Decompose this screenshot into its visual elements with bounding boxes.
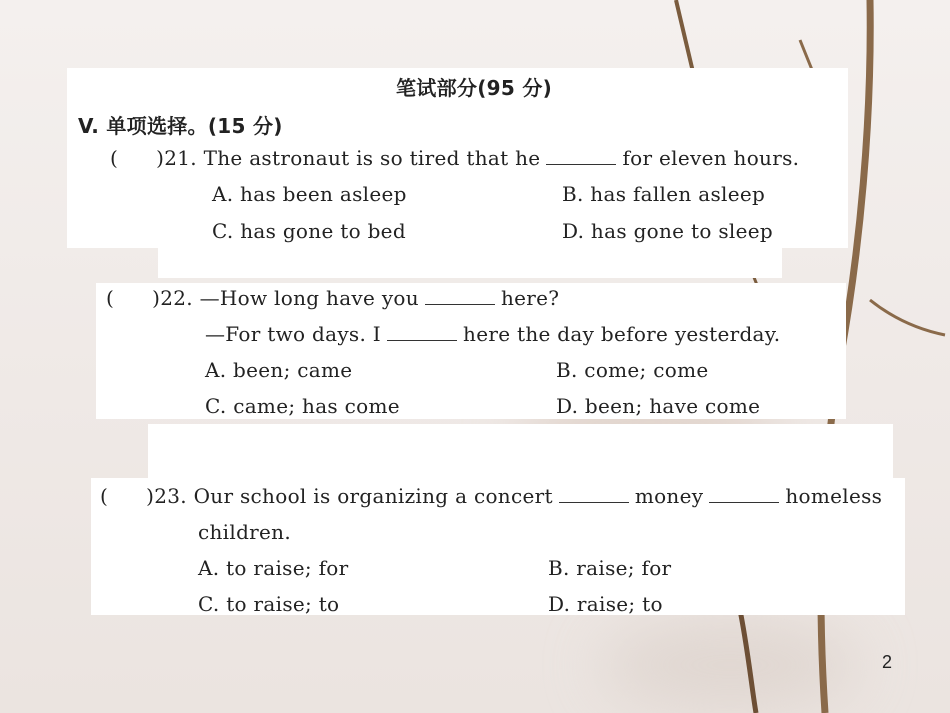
option-d[interactable]: D. has gone to sleep — [562, 219, 773, 243]
section-heading: V. 单项选择。(15 分) — [78, 114, 283, 138]
answer-bracket[interactable]: ( — [100, 484, 109, 508]
answer-blank[interactable] — [709, 488, 779, 503]
option-c[interactable]: C. has gone to bed — [212, 219, 406, 243]
question-number: )21. — [156, 146, 197, 170]
section-title: 笔试部分(95 分) — [396, 76, 553, 100]
page-number: 2 — [881, 652, 892, 672]
question-21-stem: ( )21. The astronaut is so tired that he for eleven hours. — [110, 146, 800, 170]
answer-blank[interactable] — [546, 150, 616, 165]
option-a[interactable]: A. been; came — [205, 358, 353, 382]
question-panel-2-tail — [148, 424, 893, 479]
question-23-line2: children. — [198, 520, 292, 544]
question-number: )22. — [152, 286, 193, 310]
answer-bracket[interactable]: ( — [110, 146, 119, 170]
option-b[interactable]: B. raise; for — [548, 556, 672, 580]
question-number: )23. — [146, 484, 187, 508]
option-a[interactable]: A. has been asleep — [212, 182, 407, 206]
answer-blank[interactable] — [559, 488, 629, 503]
question-22-line2: —For two days. I here the day before yesterday. — [205, 322, 781, 346]
question-23-stem: ( )23. Our school is organizing a concert money homeless — [100, 484, 883, 508]
option-b[interactable]: B. has fallen asleep — [562, 182, 766, 206]
question-22-stem: ( )22. —How long have you here? — [106, 286, 560, 310]
option-a[interactable]: A. to raise; for — [198, 556, 349, 580]
option-c[interactable]: C. came; has come — [205, 394, 400, 418]
option-c[interactable]: C. to raise; to — [198, 592, 340, 616]
answer-bracket[interactable]: ( — [106, 286, 115, 310]
question-panel-1-tail — [158, 248, 782, 278]
option-d[interactable]: D. raise; to — [548, 592, 663, 616]
answer-blank[interactable] — [425, 290, 495, 305]
answer-blank[interactable] — [387, 326, 457, 341]
option-b[interactable]: B. come; come — [556, 358, 709, 382]
option-d[interactable]: D. been; have come — [556, 394, 761, 418]
